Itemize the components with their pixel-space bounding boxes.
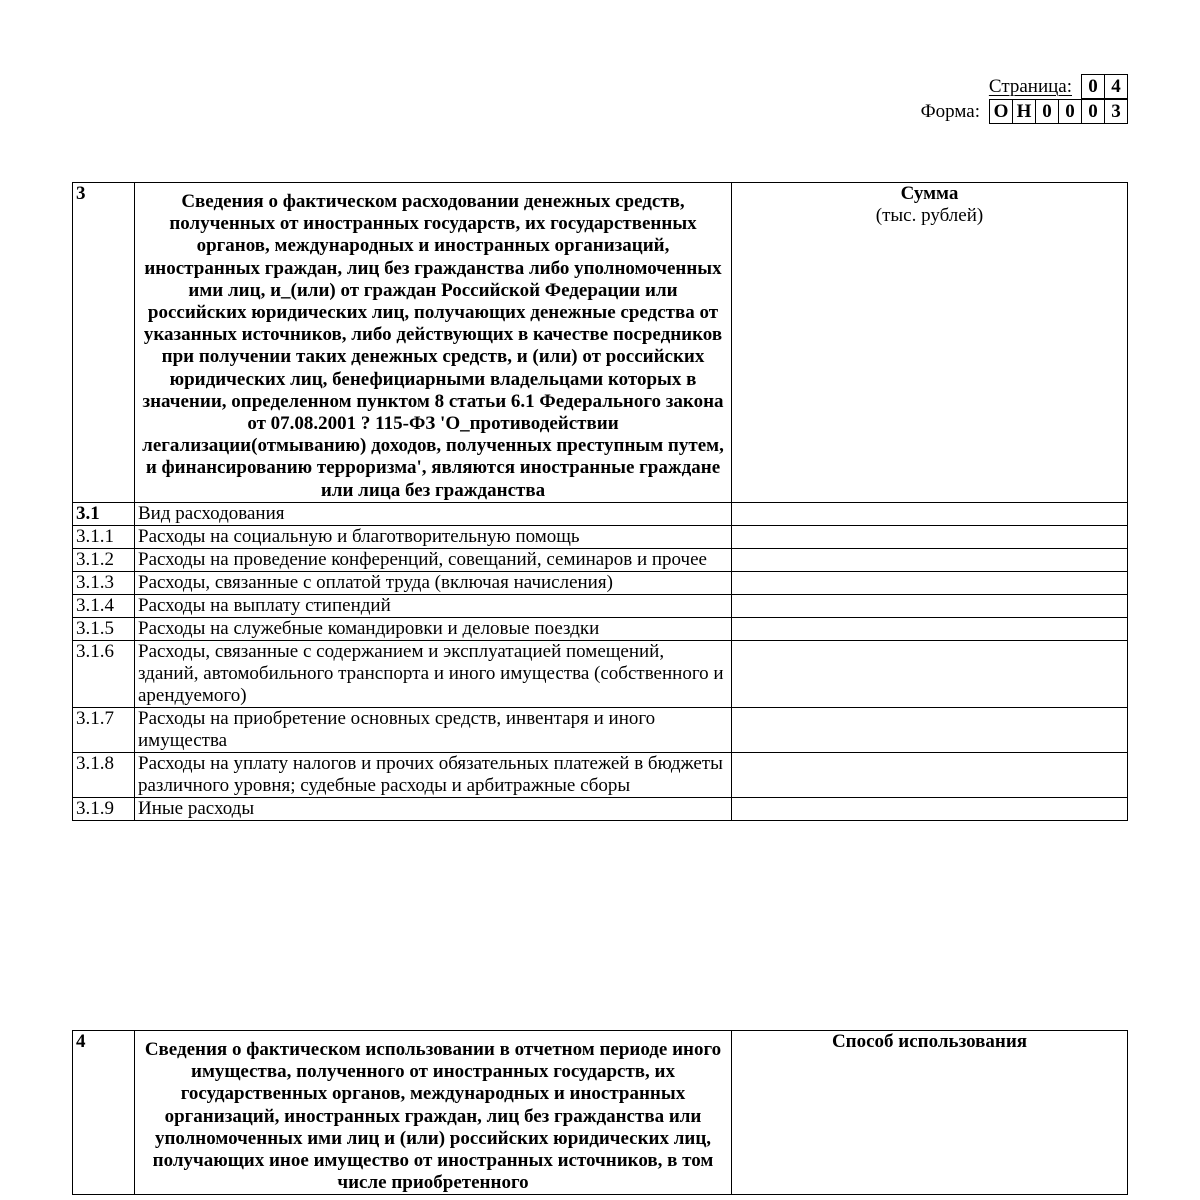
- table-row: [73, 640, 1128, 707]
- row-label: Расходы на выплату стипендий: [135, 594, 732, 617]
- section-3-rows: [73, 502, 1128, 820]
- section-title: Сведения о фактическом использовании в отчетном периоде иного имущества, полученного от иностранных государств, их государственных органов, международных и иностранных организаций, иностранных граждан, лиц без гражданства или уполномоченных ими лиц и (или) российских юридических лиц, получающих иное имущество от иностранных источников, в том числе приобретенного: [135, 1031, 732, 1195]
- row-label: Расходы, связанные с содержанием и эксплуатацией помещений, зданий, автомобильного транспорта и иного имущества (собственного и арендуемого): [135, 640, 732, 707]
- table-row: [73, 502, 1128, 525]
- page-number-row: [728, 74, 1128, 99]
- table-row: [73, 525, 1128, 548]
- section-4-table: [72, 1030, 1128, 1195]
- table-row: [73, 571, 1128, 594]
- page-cell: 0: [1088, 75, 1098, 97]
- row-label: Расходы, связанные с оплатой труда (включая начисления): [135, 571, 732, 594]
- row-number: 3.1.8: [73, 752, 135, 797]
- value-column-header: [732, 1031, 1128, 1195]
- amount-field[interactable]: [732, 525, 1128, 548]
- page-header: [728, 74, 1128, 124]
- row-number: 3.1.3: [73, 571, 135, 594]
- row-number: 3.1.7: [73, 707, 135, 752]
- row-number: 3.1.1: [73, 525, 135, 548]
- row-number: 3.1.5: [73, 617, 135, 640]
- row-label: Расходы на служебные командировки и деловые поездки: [135, 617, 732, 640]
- form-cell: 0: [1058, 100, 1081, 123]
- section-number: 4: [73, 1031, 135, 1195]
- row-number: 3.1.4: [73, 594, 135, 617]
- row-label: Расходы на социальную и благотворительную помощь: [135, 525, 732, 548]
- amount-field[interactable]: [732, 640, 1128, 707]
- amount-field[interactable]: [732, 617, 1128, 640]
- form-cell: 3: [1104, 100, 1127, 123]
- page-label: Страница:: [988, 76, 1072, 97]
- section-3-header-row: [73, 183, 1128, 503]
- section-4-header-row: [73, 1031, 1128, 1195]
- section-3-table: [72, 182, 1128, 821]
- row-number: 3.1.9: [73, 797, 135, 820]
- value-column-title: Сумма: [900, 183, 959, 204]
- value-column-unit: (тыс. рублей): [875, 205, 984, 226]
- form-cell: 0: [1081, 100, 1104, 123]
- amount-field[interactable]: [732, 707, 1128, 752]
- value-column-header: [732, 183, 1128, 503]
- table-row: [73, 594, 1128, 617]
- page-cell: 4: [1104, 75, 1127, 98]
- amount-field[interactable]: [732, 752, 1128, 797]
- row-number: 3.1.2: [73, 548, 135, 571]
- row-number: 3.1: [73, 502, 135, 525]
- table-row: [73, 548, 1128, 571]
- amount-field[interactable]: [732, 502, 1128, 525]
- form-cell: Н: [1012, 100, 1035, 123]
- row-label: Расходы на уплату налогов и прочих обязательных платежей в бюджеты различного уровня; судебные расходы и арбитражные сборы: [135, 752, 732, 797]
- table-row: [73, 797, 1128, 820]
- row-number: 3.1.6: [73, 640, 135, 707]
- amount-field[interactable]: [732, 571, 1128, 594]
- table-row: [73, 752, 1128, 797]
- amount-field[interactable]: [732, 594, 1128, 617]
- value-column-title: Способ использования: [831, 1031, 1028, 1052]
- form-code-cells: [989, 99, 1128, 124]
- row-label: Расходы на проведение конференций, совещаний, семинаров и прочее: [135, 548, 732, 571]
- table-row: [73, 707, 1128, 752]
- form-cell: 0: [1035, 100, 1058, 123]
- row-label: Иные расходы: [135, 797, 732, 820]
- table-row: [73, 617, 1128, 640]
- section-title: Сведения о фактическом расходовании денежных средств, полученных от иностранных государств, их государственных органов, международных и иностранных организаций, иностранных граждан, лиц без гражданства либо уполномоченных ими лиц, и_(или) от граждан Российской Федерации или российских юридических лиц, получающих денежные средства от указанных источников, либо действующих в качестве посредников при получении таких денежных средств, и (или) от российских юридических лиц, бенефициарными владельцами которых в значении, определенном пунктом 8 статьи 6.1 Федерального закона от 07.08.2001 ? 115-ФЗ 'О_противодействии легализации(отмыванию) доходов, полученных преступным путем, и финансированию терроризма', являются иностранные граждане или лица без гражданства: [135, 183, 732, 503]
- form-cell: О: [993, 100, 1009, 122]
- row-label: Вид расходования: [135, 502, 732, 525]
- form-label: Форма:: [920, 101, 980, 122]
- row-label: Расходы на приобретение основных средств, инвентаря и иного имущества: [135, 707, 732, 752]
- amount-field[interactable]: [732, 797, 1128, 820]
- section-number: 3: [73, 183, 135, 503]
- amount-field[interactable]: [732, 548, 1128, 571]
- page-number-cells: [1081, 74, 1128, 99]
- form-code-row: [728, 99, 1128, 124]
